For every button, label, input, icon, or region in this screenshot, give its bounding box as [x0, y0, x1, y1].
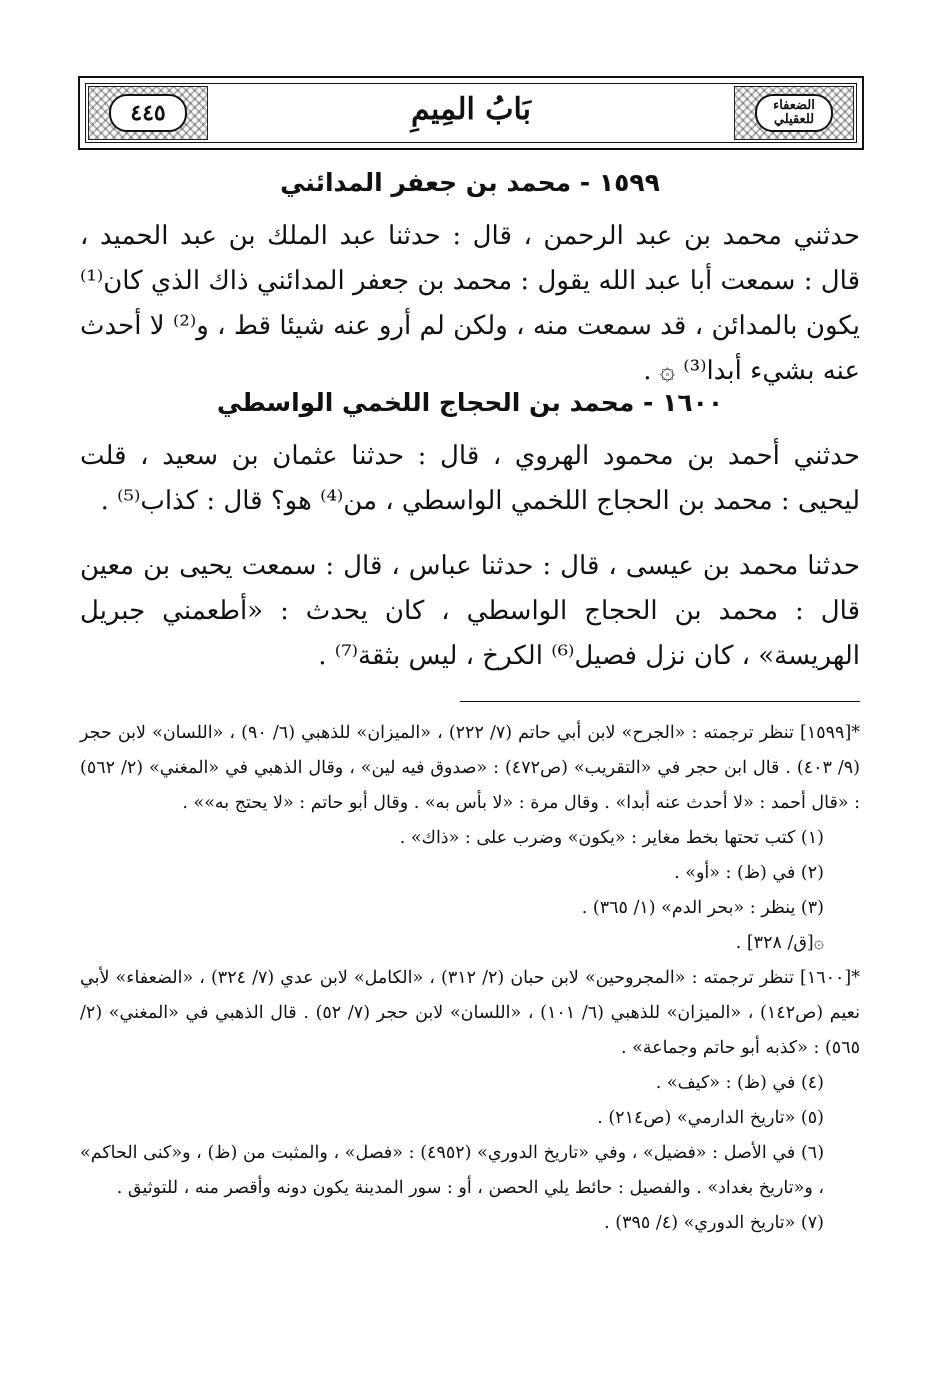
- footnote: (٧) «تاريخ الدوري» (٤/ ٣٩٥) .: [604, 1213, 824, 1233]
- footnote: (١) كتب تحتها بخط مغاير : «يكون» وضرب على : «ذاك» .: [399, 828, 824, 848]
- entry-title: ١٥٩٩ - محمد بن جعفر المدائني: [280, 168, 660, 197]
- entry-title: ١٦٠٠ - محمد بن الحجاج اللخمي الواسطي: [216, 388, 724, 417]
- footnote: (٤) في (ظ) : «كيف» .: [655, 1073, 824, 1093]
- footnote-reference: *[١٥٩٩] تنظر ترجمته : «الجرح» لابن أبي حاتم (٧/ ٢٢٢) ، «الميزان» للذهبي (٦/ ٩٠) ، «اللسان» لابن حجر (٩/ ٤٠٣) . قال ابن حجر في «التقريب» (ص٤٧٢) : «صدوق فيه لين» ، وقال الذهبي في «المغني» (٢/ ٥٦٢) : «قال أحمد : «لا أحدث عنه أبدا» . وقال مرة : «لا بأس به» . وقال أبو حاتم : «لا يحتج به»» .: [80, 723, 861, 813]
- entry-1600: [80, 388, 860, 417]
- footnote-reference: *[١٦٠٠] تنظر ترجمته : «المجروحين» لابن حبان (٢/ ٣١٢) ، «الكامل» لابن عدي (٧/ ٣٢٤) ، «الضعفاء» لأبي نعيم (ص١٤٢) ، «الميزان» للذهبي (٦/ ١٠١) ، «اللسان» لابن حجر (٧/ ٥٢) . قال الذهبي في «المغني» (٢/ ٥٦٥) : «كذبه أبو حاتم وجماعة» .: [80, 968, 860, 1058]
- footnote-separator: [460, 701, 860, 702]
- footnotes: [80, 716, 860, 1241]
- footnote: (٦) في الأصل : «فضيل» ، وفي «تاريخ الدوري» (٤٩٥٢) : «فصل» ، والمثبت من (ظ) ، و«كنى الحاكم» ، و«تاريخ بغداد» . والفصيل : حائط يلي الحصن ، أو : سور المدينة يكون دونه وأقصر منه ، للتوثيق .: [80, 1143, 825, 1198]
- page-header: [78, 76, 864, 150]
- entry-1599: [80, 168, 860, 197]
- page-number-ornament: [88, 86, 208, 140]
- emblem-ornament: [734, 86, 854, 140]
- entry-1600-paragraph: حدثني أحمد بن محمود الهروي ، قال : حدثنا عثمان بن سعيد ، قلت ليحيى : محمد بن الحجاج اللخمي الواسطي ، من⁽⁴⁾ هو؟ قال : كذاب⁽⁵⁾ .: [80, 441, 860, 516]
- footnote: (٣) ينظر : «بحر الدم» (١/ ٣٦٥) .: [581, 898, 824, 918]
- entry-1599-paragraph: حدثني محمد بن عبد الرحمن ، قال : حدثنا عبد الملك بن عبد الحميد ، قال : سمعت أبا عبد الله يقول : محمد بن جعفر المدائني ذاك الذي كان⁽¹⁾ يكون بالمدائن ، قد سمعت منه ، ولكن لم أرو عنه شيئا قط ، و⁽²⁾ لا أحدث عنه بشيء أبدا⁽³⁾ ۞ .: [80, 221, 861, 386]
- book-emblem: الضعفاء للعقيلي: [755, 94, 833, 132]
- page-number: ٤٤٥: [109, 94, 187, 132]
- footnote: (٥) «تاريخ الدارمي» (ص٢١٤) .: [597, 1108, 824, 1128]
- entry-1600-paragraph: حدثنا محمد بن عيسى ، قال : حدثنا عباس ، قال : سمعت يحيى بن معين قال : محمد بن الحجاج الواسطي ، كان يحدث : «أطعمني جبريل الهريسة» ، كان نزل فصيل⁽⁶⁾ الكرخ ، ليس بثقة⁽⁷⁾ .: [80, 551, 860, 671]
- chapter-title: بَابُ المِيمِ: [410, 92, 531, 127]
- manuscript-marker: ۞[ق/ ٣٢٨] .: [735, 933, 824, 953]
- footnote: (٢) في (ظ) : «أو» .: [674, 863, 824, 883]
